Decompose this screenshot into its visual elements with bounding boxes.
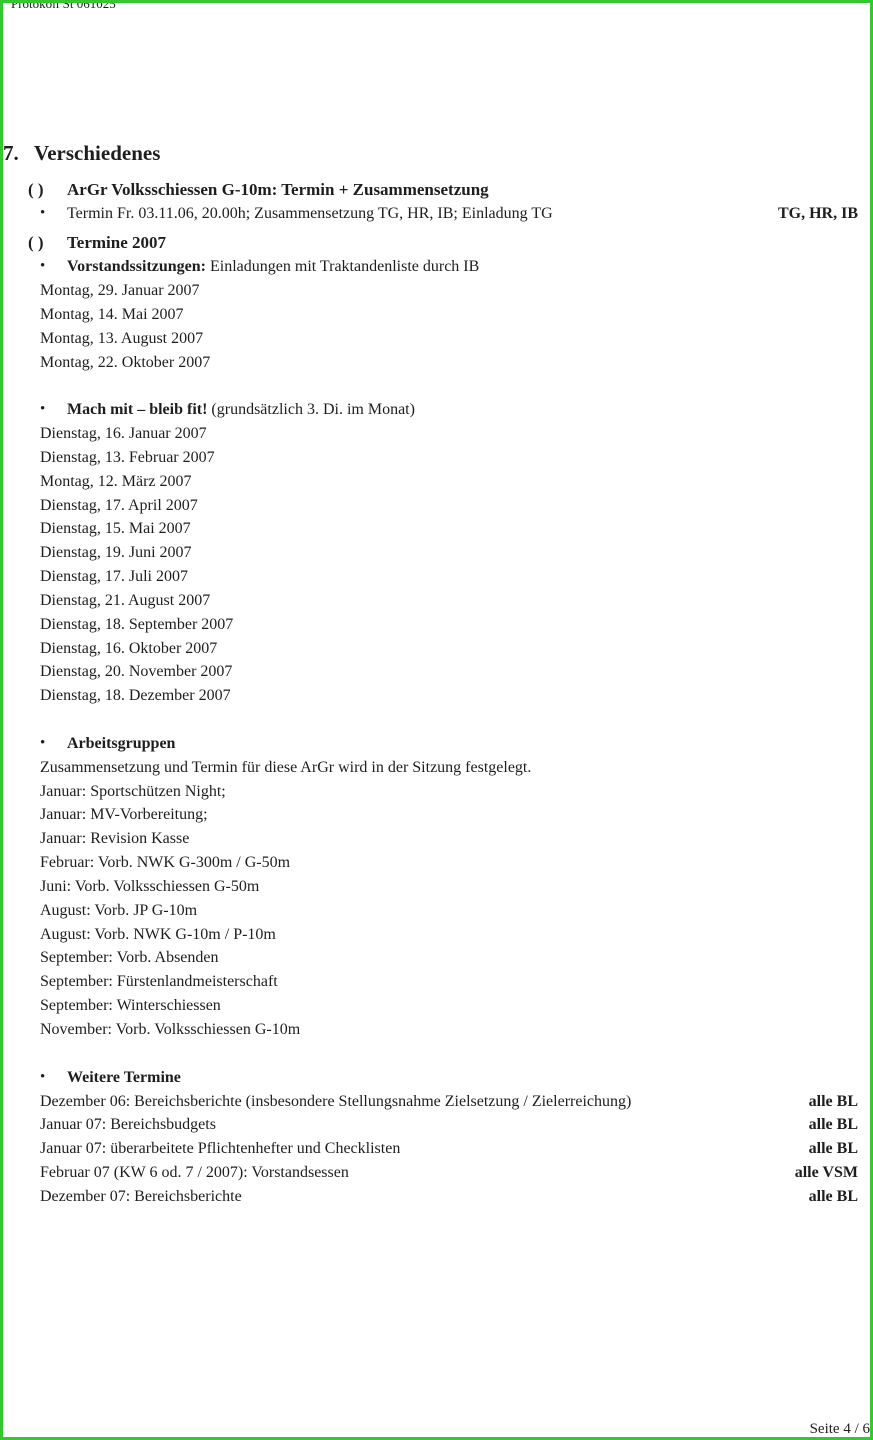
arbeitsgruppen-line: Zusammensetzung und Termin für diese ArGr wird in der Sitzung festgelegt. [40, 759, 532, 776]
weitere-text: Januar 07: Bereichsbudgets [40, 1116, 216, 1133]
machmit-date: Dienstag, 20. November 2007 [40, 663, 233, 680]
machmit-date: Dienstag, 19. Juni 2007 [40, 544, 192, 561]
machmit-date: Dienstag, 17. Juli 2007 [40, 568, 188, 585]
weitere-text: Januar 07: überarbeitete Pflichtenhefter und Checklisten [40, 1140, 401, 1157]
vorstand-date: Montag, 29. Januar 2007 [40, 282, 200, 299]
item-a-marker: ( ) [28, 180, 44, 199]
bullet-icon: • [40, 258, 46, 274]
weitere-who: alle BL [808, 1140, 858, 1157]
vorstand-date: Montag, 13. August 2007 [40, 330, 204, 347]
arbeitsgruppen-line: November: Vorb. Volksschiessen G-10m [40, 1021, 301, 1038]
weitere-text: Dezember 07: Bereichsberichte [40, 1188, 242, 1205]
arbeitsgruppen-line: September: Winterschiessen [40, 997, 221, 1014]
item-a-responsible: TG, HR, IB [777, 205, 858, 222]
item-b-title: Termine 2007 [67, 233, 167, 252]
item-b-marker: ( ) [28, 233, 44, 252]
machmit-date: Dienstag, 17. April 2007 [40, 497, 198, 514]
machmit-date: Dienstag, 21. August 2007 [40, 592, 211, 609]
weitere-who: alle VSM [794, 1164, 858, 1181]
section-title: Verschiedenes [34, 141, 161, 165]
machmit-date: Dienstag, 16. Oktober 2007 [40, 640, 218, 657]
arbeitsgruppen-line: Januar: Revision Kasse [40, 830, 190, 847]
arbeitsgruppen-line: Januar: MV-Vorbereitung; [40, 806, 208, 823]
weitere-who: alle BL [808, 1093, 858, 1110]
weitere-who: alle BL [808, 1116, 858, 1133]
weitere-text: Februar 07 (KW 6 od. 7 / 2007): Vorstandsessen [40, 1164, 349, 1181]
machmit-date: Dienstag, 13. Februar 2007 [40, 449, 215, 466]
bullet-icon: • [40, 401, 46, 417]
machmit-label: Mach mit – bleib fit! [67, 401, 208, 418]
vorstand-label: Vorstandssitzungen: [67, 258, 206, 275]
bullet-icon: • [40, 735, 46, 751]
arbeitsgruppen-line: August: Vorb. NWK G-10m / P-10m [40, 926, 276, 943]
arbeitsgruppen-line: August: Vorb. JP G-10m [40, 902, 198, 919]
machmit-date: Dienstag, 16. Januar 2007 [40, 425, 207, 442]
machmit-date: Montag, 12. März 2007 [40, 473, 192, 490]
machmit-date: Dienstag, 18. Dezember 2007 [40, 687, 231, 704]
weitere-label: Weitere Termine [67, 1069, 181, 1086]
bullet-icon: • [40, 205, 46, 221]
item-a-bullet-text: Termin Fr. 03.11.06, 20.00h; Zusammensetzung TG, HR, IB; Einladung TG [67, 205, 553, 222]
machmit-date: Dienstag, 18. September 2007 [40, 616, 234, 633]
machmit-date: Dienstag, 15. Mai 2007 [40, 520, 191, 537]
section-number: 7. [3, 141, 19, 165]
page-header: Protokoll St 061025 [11, 0, 116, 11]
weitere-text: Dezember 06: Bereichsberichte (insbesondere Stellungsnahme Zielsetzung / Zielerreichung) [40, 1093, 632, 1110]
arbeitsgruppen-line: September: Fürstenlandmeisterschaft [40, 973, 278, 990]
arbeitsgruppen-line: September: Vorb. Absenden [40, 949, 219, 966]
arbeitsgruppen-line: Januar: Sportschützen Night; [40, 783, 226, 800]
item-a-title: ArGr Volksschiessen G-10m: Termin + Zusammensetzung [67, 180, 489, 199]
arbeitsgruppen-line: Juni: Vorb. Volksschiessen G-50m [40, 878, 260, 895]
vorstand-date: Montag, 22. Oktober 2007 [40, 354, 211, 371]
section-heading [3, 141, 160, 166]
vorstand-date: Montag, 14. Mai 2007 [40, 306, 184, 323]
machmit-line [67, 401, 415, 419]
page-number: Seite 4 / 6 [809, 1421, 870, 1437]
arbeitsgruppen-line: Februar: Vorb. NWK G-300m / G-50m [40, 854, 291, 871]
weitere-who: alle BL [808, 1188, 858, 1205]
vorstand-line [67, 258, 479, 276]
machmit-text: (grundsätzlich 3. Di. im Monat) [207, 401, 415, 418]
vorstand-text: Einladungen mit Traktandenliste durch IB [206, 258, 480, 275]
arbeitsgruppen-label: Arbeitsgruppen [67, 735, 176, 752]
bullet-icon: • [40, 1069, 46, 1085]
